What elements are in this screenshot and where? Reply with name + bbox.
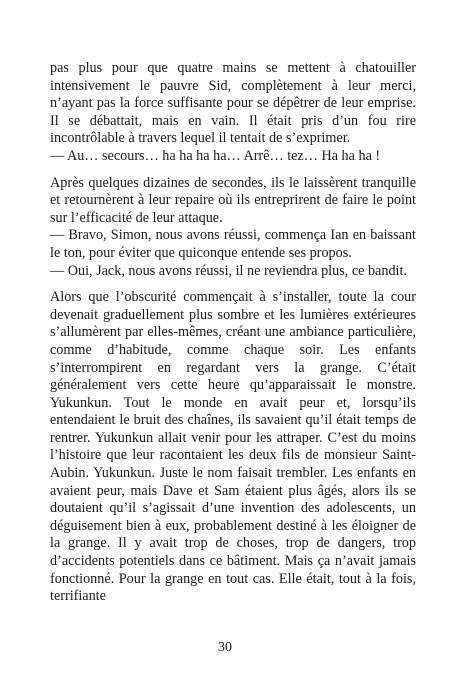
paragraph-retreat: Après quelques dizaines de secondes, ils le laissèrent tranquille et retournèrent à leur repaire où ils entreprirent de faire le point sur l’efficacité de leur attaque.	[50, 174, 416, 226]
page-body	[50, 60, 416, 606]
dialogue-ian: — Bravo, Simon, nous avons réussi, commença Ian en baissant le ton, pour éviter que quiconque entende ses propos.	[50, 227, 416, 261]
paragraph-tickling: pas plus pour que quatre mains se mettent à chatouiller intensivement le pauvre Sid, complètement à leur merci, n’ayant pas la force suffisante pour se dépêtrer de leur emprise. Il se débattait, mais en vain. Il était pris d’un fou rire incontrôlable à travers lequel il tentait de s’exprimer.	[50, 60, 416, 147]
dialogue-simon: — Oui, Jack, nous avons réussi, il ne reviendra plus, ce bandit.	[50, 262, 407, 279]
paragraph-yukunkun: Alors que l’obscurité commençait à s’installer, toute la cour devenait graduellement plus sombre et les lumières extérieures s’allumèrent par elles-mêmes, créant une ambiance particulière, comme d’habitude, comme chaque soir. Les enfants s’interrompirent en regardant vers la grange. C’était généralement vers cette heure qu’apparaissait le monstre. Yukunkun. Tout le monde en avait peur et, lorsqu’ils entendaient le bruit des chaînes, ils savaient qu’il était temps de rentrer. Yukunkun allait venir pour les attraper. C’est du moins l’histoire que leur racontaient les deux fils de monsieur Saint-Aubin. Yukunkun. Juste le nom faisait trembler. Les enfants en avaient peur, mais Dave et Sam étaient plus âgés, alors ils se doutaient qu’il s’agissait d’une invention des adolescents, un déguisement bien à eux, probablement destiné à les éloigner de la grange. Il y avait trop de choses, trop de dangers, trop d’accidents potentiels dans ce bâtiment. Mais ça n’avait jamais fonctionné. Pour la grange en tout cas. Elle était, tout à la fois, terrifiante	[50, 289, 416, 605]
dialogue-sid-laughing: — Au… secours… ha ha ha ha… Arrê… tez… Ha ha ha !	[50, 147, 381, 164]
page-number: 30	[218, 640, 232, 655]
